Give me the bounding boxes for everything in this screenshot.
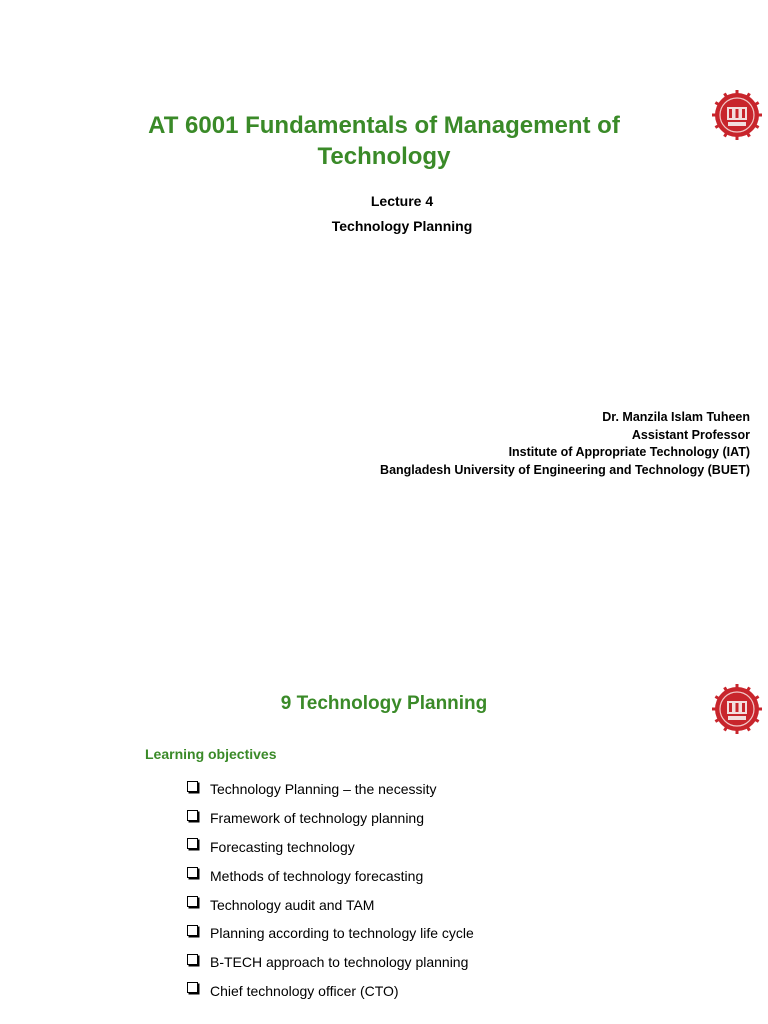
objective-text: Planning according to technology life cycle <box>210 925 474 942</box>
list-item <box>186 977 474 1006</box>
checkbox-bullet-icon <box>187 982 198 993</box>
objective-text: Framework of technology planning <box>210 810 425 827</box>
buet-seal-icon <box>712 684 762 734</box>
author-university: Bangladesh University of Engineering and Technology (BUET) <box>380 462 750 477</box>
author-position: Assistant Professor <box>631 427 750 442</box>
author-institute: Institute of Appropriate Technology (IAT) <box>508 445 750 460</box>
checkbox-bullet-icon <box>187 781 198 792</box>
objectives-slide <box>0 660 768 1024</box>
checkbox-bullet-icon <box>187 954 198 965</box>
list-item <box>186 890 474 919</box>
list-item <box>186 775 474 804</box>
learning-objectives-heading: Learning objectives <box>145 746 277 762</box>
objective-text: Technology Planning – the necessity <box>210 781 437 798</box>
list-item <box>186 833 474 862</box>
objective-text: Methods of technology forecasting <box>210 867 424 884</box>
objective-text: Chief technology officer (CTO) <box>210 982 399 999</box>
checkbox-bullet-icon <box>187 896 198 907</box>
author-block <box>380 409 750 479</box>
chapter-title: 9 Technology Planning <box>280 693 488 714</box>
list-item <box>186 948 474 977</box>
objective-text: B-TECH approach to technology planning <box>210 954 469 971</box>
checkbox-bullet-icon <box>187 867 198 878</box>
objective-text: Forecasting technology <box>210 838 355 855</box>
objective-text: Technology audit and TAM <box>210 896 375 913</box>
buet-seal-icon <box>712 90 762 140</box>
lecture-title: AT 6001 Fundamentals of Management of Technology <box>148 112 620 170</box>
list-item <box>186 919 474 948</box>
checkbox-bullet-icon <box>187 925 198 936</box>
objectives-list <box>186 775 474 1005</box>
lecture-number: Lecture 4 <box>370 193 434 209</box>
lecture-topic: Technology Planning <box>331 218 473 234</box>
list-item <box>186 861 474 890</box>
list-item <box>186 804 474 833</box>
checkbox-bullet-icon <box>187 810 198 821</box>
checkbox-bullet-icon <box>187 838 198 849</box>
author-name: Dr. Manzila Islam Tuheen <box>602 410 750 424</box>
